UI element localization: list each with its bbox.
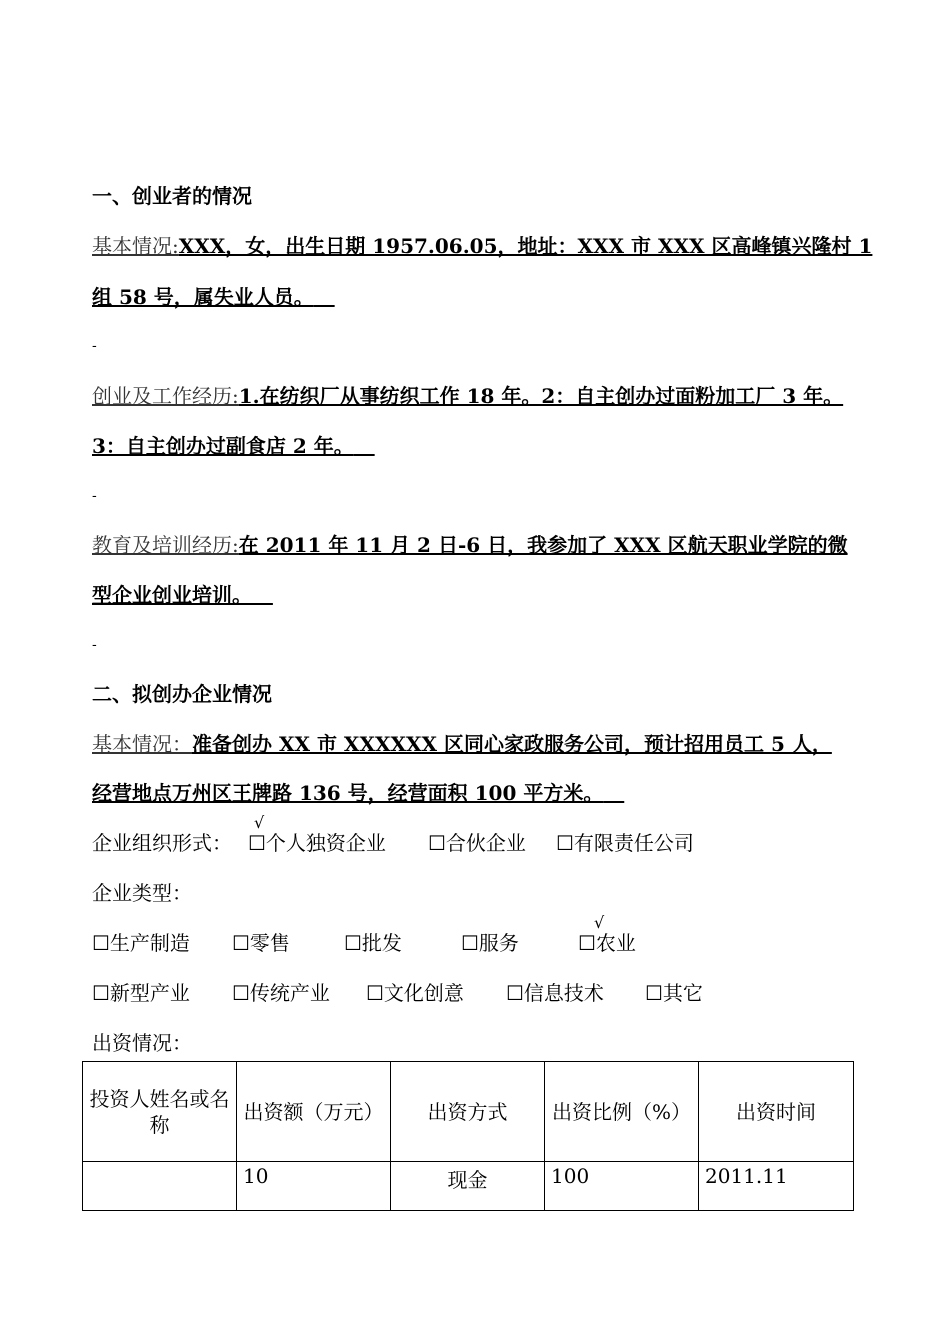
type-option-other[interactable]: ☐其它 bbox=[645, 981, 703, 1005]
cell-date: 2011.11 bbox=[699, 1162, 854, 1211]
work-history-text-2: 3：自主创办过副食店 2 年。 bbox=[92, 434, 354, 458]
header-ratio: 出资比例（%） bbox=[545, 1062, 699, 1162]
enterprise-basic-label: 基本情况： bbox=[92, 732, 192, 756]
education-line-1 bbox=[92, 529, 848, 558]
enterprise-basic-text-2: 经营地点万州区王牌路 136 号，经营面积 100 平方米。 bbox=[92, 781, 604, 805]
header-investor-name: 投资人姓名或名称 bbox=[83, 1062, 237, 1162]
org-form-option-partnership[interactable]: ☐合伙企业 bbox=[428, 831, 526, 855]
cell-method: 现金 bbox=[391, 1162, 545, 1211]
header-amount: 出资额（万元） bbox=[237, 1062, 391, 1162]
org-form-option-sole-proprietorship[interactable] bbox=[248, 813, 386, 856]
header-date: 出资时间 bbox=[699, 1062, 854, 1162]
section-1-title: 一、创业者的情况 bbox=[92, 184, 252, 208]
founder-basic-text-1: XXX，女，出生日期 1957.06.05，地址：XXX 市 XXX 区高峰镇兴隆村 1 bbox=[178, 234, 873, 258]
org-form-option-label: ☐个人独资企业 bbox=[248, 831, 386, 855]
type-option-new-industry[interactable]: ☐新型产业 bbox=[92, 981, 190, 1005]
type-option-label: ☐农业 bbox=[578, 931, 636, 955]
separator-dash: - bbox=[92, 488, 97, 504]
education-line-2 bbox=[92, 579, 273, 608]
investment-label: 出资情况： bbox=[92, 1031, 192, 1055]
cell-amount: 10 bbox=[237, 1162, 391, 1211]
org-form-label: 企业组织形式： bbox=[92, 831, 232, 855]
founder-basic-line-2 bbox=[92, 281, 335, 310]
enterprise-basic-line-2 bbox=[92, 777, 624, 806]
type-option-service[interactable]: ☐服务 bbox=[461, 931, 519, 955]
header-method: 出资方式 bbox=[391, 1062, 545, 1162]
education-label: 教育及培训经历: bbox=[92, 533, 239, 557]
enterprise-basic-text-1: 准备创办 XX 市 XXXXXX 区同心家政服务公司，预计招用员工 5 人， bbox=[192, 732, 832, 756]
work-history-label: 创业及工作经历: bbox=[92, 384, 239, 408]
type-option-it[interactable]: ☐信息技术 bbox=[506, 981, 604, 1005]
separator-dash: - bbox=[92, 637, 97, 653]
table-header-row bbox=[83, 1062, 854, 1162]
investment-table bbox=[82, 1061, 854, 1211]
work-history-line-2 bbox=[92, 430, 375, 459]
org-form-option-limited-company[interactable]: ☐有限责任公司 bbox=[556, 831, 694, 855]
type-option-cultural-creative[interactable]: ☐文化创意 bbox=[366, 981, 464, 1005]
work-history-text-1: 1.在纺织厂从事纺织工作 18 年。2：自主创办过面粉加工厂 3 年。 bbox=[238, 384, 844, 408]
type-option-manufacturing[interactable]: ☐生产制造 bbox=[92, 931, 190, 955]
work-history-line-1 bbox=[92, 380, 843, 409]
founder-basic-text-2: 组 58 号，属失业人员。 bbox=[92, 285, 314, 309]
type-option-wholesale[interactable]: ☐批发 bbox=[344, 931, 402, 955]
enterprise-basic-line-1 bbox=[92, 728, 832, 757]
type-option-retail[interactable]: ☐零售 bbox=[232, 931, 290, 955]
checkmark-icon: √ bbox=[254, 813, 265, 832]
section-2-title: 二、拟创办企业情况 bbox=[92, 682, 272, 706]
education-text-1: 在 2011 年 11 月 2 日-6 日，我参加了 XXX 区航天职业学院的微 bbox=[238, 533, 848, 557]
education-text-2: 型企业创业培训。 bbox=[92, 583, 252, 607]
table-row bbox=[83, 1162, 854, 1211]
type-option-agriculture[interactable] bbox=[578, 913, 636, 956]
separator-dash: - bbox=[92, 338, 97, 354]
founder-basic-label: 基本情况: bbox=[92, 234, 179, 258]
founder-basic-line-1 bbox=[92, 230, 872, 259]
cell-ratio: 100 bbox=[545, 1162, 699, 1211]
checkmark-icon: √ bbox=[594, 913, 605, 932]
type-option-traditional-industry[interactable]: ☐传统产业 bbox=[232, 981, 330, 1005]
enterprise-type-label: 企业类型： bbox=[92, 881, 192, 905]
cell-investor-name bbox=[83, 1162, 237, 1211]
